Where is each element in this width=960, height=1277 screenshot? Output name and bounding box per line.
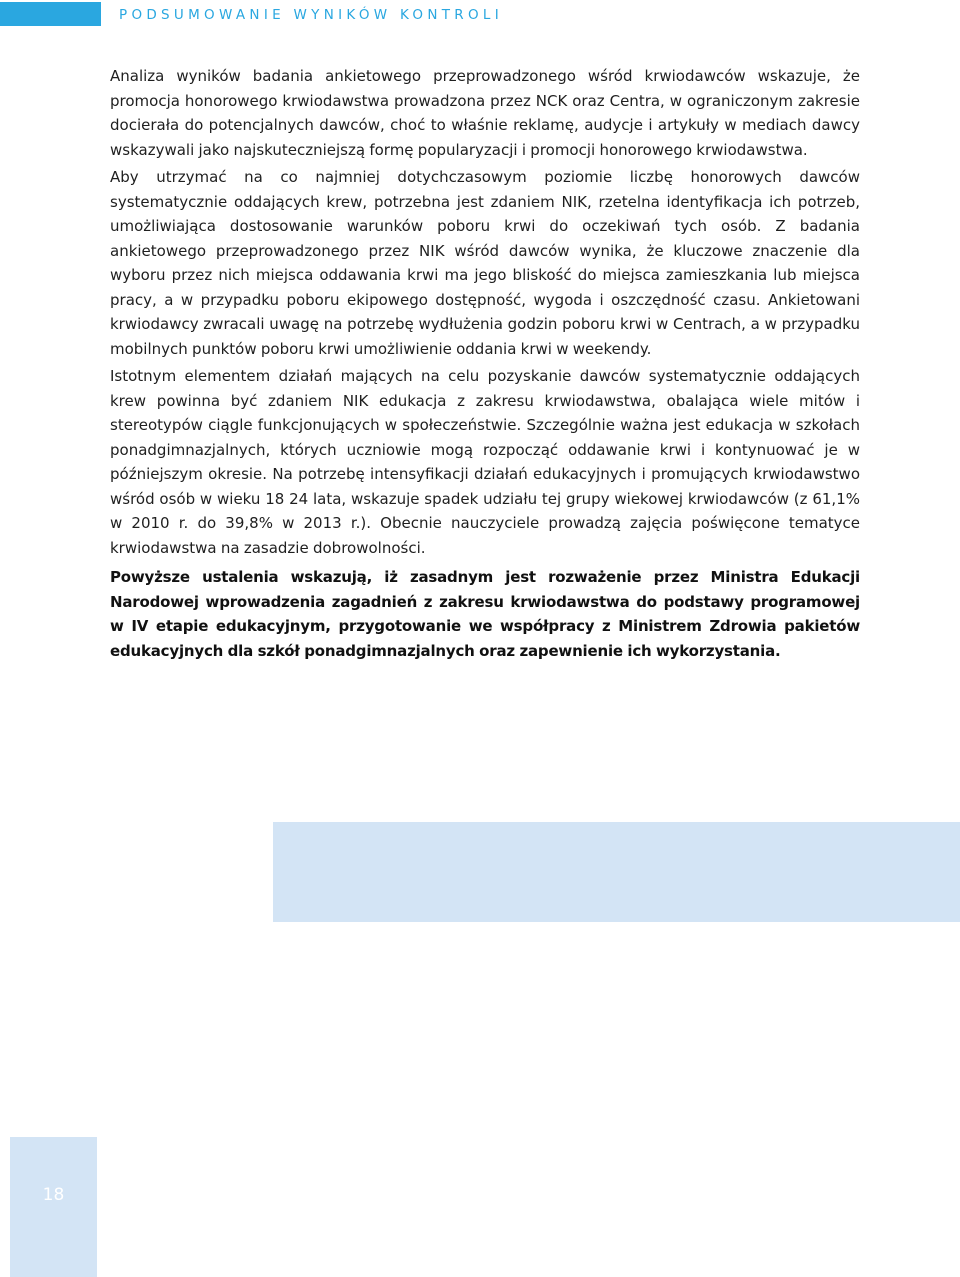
blue-info-box [273, 822, 960, 922]
paragraph-education: Istotnym elementem działań mających na celu pozyskanie dawców systematycznie oddających krew powinna być zdaniem NIK edukacja z zakresu krwiodawstwa, obalająca wiele mitów i stereotypów ciągle funkcjonujących w społeczeństwie. Szczególnie ważna jest edukacja w szkołach ponadgimnazjalnych, których uczniowie mogą rozpocząć oddawanie krwi i kontynuować je w późniejszym okresie. Na potrzebę intensyfikacji działań edukacyjnych i promujących krwiodawstwo wśród osób w wieku 18 24 lata, wskazuje spadek udziału tej grupy wiekowej krwiodawców (z 61,1% w 2010 r. do 39,8% w 2013 r.). Obecnie nauczyciele prowadzą zajęcia poświęcone tematyce krwiodawstwa na zasadzie dobrowolności. [110, 367, 860, 557]
recommendation-paragraph: Powyższe ustalenia wskazują, iż zasadnym jest rozważenie przez Ministra Edukacji Narodowej wprowadzenia zagadnień z zakresu krwiodawstwa do podstawy programowej w IV etapie edukacyjnym, przygotowanie we współpracy z Ministrem Zdrowia pakietów edukacyjnych dla szkół ponadgimnazjalnych oraz zapewnienie ich wykorzystania. [110, 568, 860, 660]
page-number: 18 [42, 1185, 65, 1205]
paragraph-survey-analysis: Analiza wyników badania ankietowego przeprowadzonego wśród krwiodawców wskazuje, że promocja honorowego krwiodawstwa prowadzona przez NCK oraz Centra, w ograniczonym zakresie docierała do potencjalnych dawców, choć to właśnie reklamę, audycje i artykuły w mediach dawcy wskazywali jako najskuteczniejszą formę popularyzacji i promocji honorowego krwiodawstwa. [110, 67, 860, 159]
section-header-title: PODSUMOWANIE WYNIKÓW KONTROLI [119, 7, 503, 23]
paragraph-donor-retention: Aby utrzymać na co najmniej dotychczasowym poziomie liczbę honorowych dawców systematycznie oddających krew, potrzebna jest zdaniem NIK, rzetelna identyfikacja ich potrzeb, umożliwiająca dostosowanie warunków poboru krwi do oczekiwań tych osób. Z badania ankietowego przeprowadzonego przez NIK wśród dawców wynika, że kluczowe znaczenie dla wyboru przez nich miejsca oddawania krwi ma jego bliskość do miejsca zamieszkania lub miejsca pracy, a w przypadku poboru ekipowego dostępność, wygoda i oszczędność czasu. Ankietowani krwiodawcy zwracali uwagę na potrzebę wydłużenia godzin poboru krwi w Centrach, a w przypadku mobilnych punktów poboru krwi umożliwienie oddania krwi w weekendy. [110, 168, 860, 358]
page-number-box [10, 1137, 97, 1277]
main-content [110, 64, 860, 663]
header-accent-bar [0, 2, 101, 26]
